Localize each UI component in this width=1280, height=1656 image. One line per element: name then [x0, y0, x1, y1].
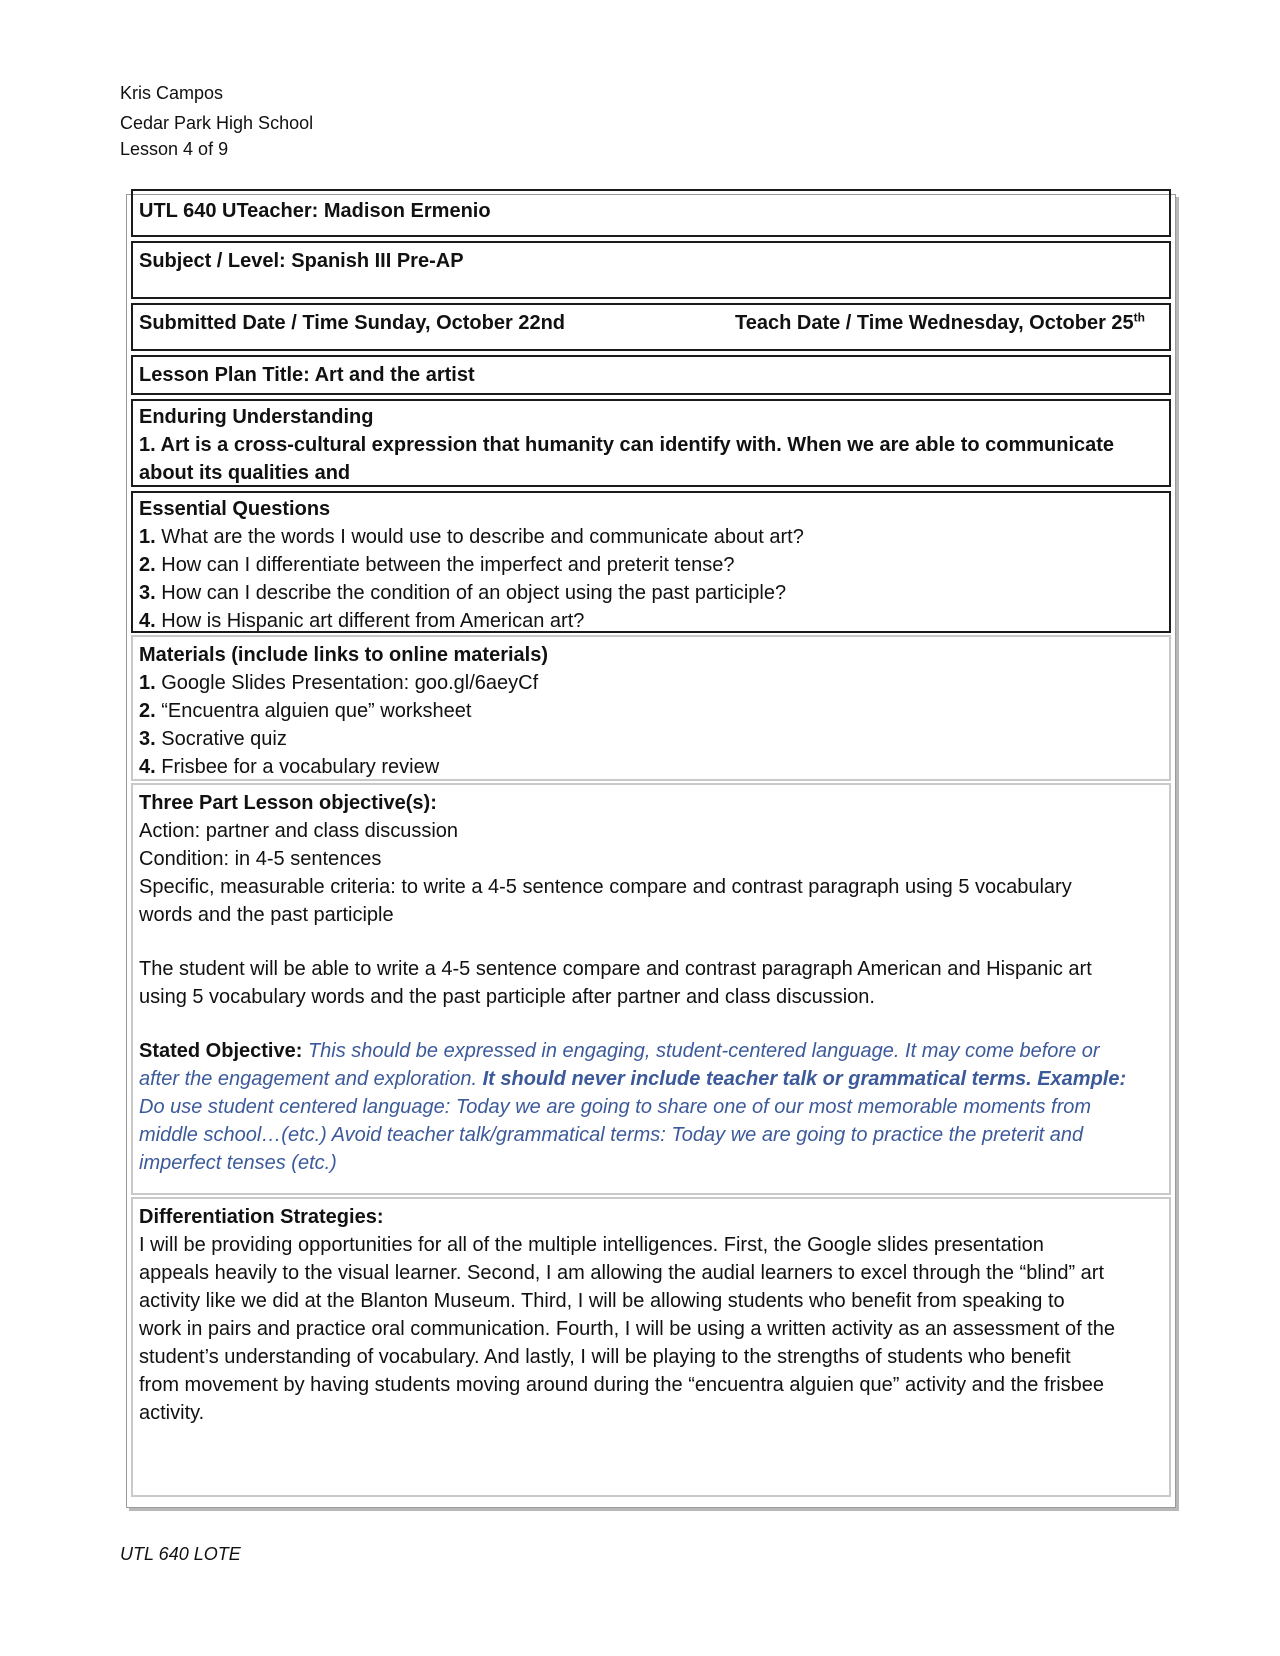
paragraph-line: activity like we did at the Blanton Museum. Third, I will be allowing students who benefit from speaking to [139, 1290, 1065, 1312]
list-item: 1. Google Slides Presentation: goo.gl/6aeyCf [139, 672, 539, 694]
essential-questions-row [131, 491, 1171, 633]
paragraph-line: activity. [139, 1402, 205, 1424]
objective-criteria: Specific, measurable criteria: to write a 4-5 sentence compare and contrast paragraph using 5 vocabulary [139, 876, 1072, 898]
materials-heading: Materials (include links to online materials) [139, 644, 548, 666]
teach-date: Teach Date / Time Wednesday, October 25th [735, 310, 1145, 334]
list-item: 4. Frisbee for a vocabulary review [139, 756, 440, 778]
page-footer: UTL 640 LOTE [120, 1544, 241, 1564]
paragraph-line: student’s understanding of vocabulary. And lastly, I will be playing to the strengths of students who benefit [139, 1346, 1071, 1368]
materials-row [131, 635, 1171, 781]
author-name: Kris Campos [120, 83, 224, 103]
list-item: 3. Socrative quiz [139, 728, 287, 750]
list-item: 2. “Encuentra alguien que” worksheet [139, 700, 472, 722]
enduring-text-2: about its qualities and [139, 462, 351, 484]
objective-condition: Condition: in 4-5 sentences [139, 848, 382, 870]
uteacher-row: UTL 640 UTeacher: Madison Ermenio [131, 189, 1171, 237]
objectives-heading: Three Part Lesson objective(s): [139, 792, 437, 814]
swbat-statement: The student will be able to write a 4-5 sentence compare and contrast paragraph American and Hispanic art [139, 958, 1092, 980]
subject-row: Subject / Level: Spanish III Pre-AP [131, 241, 1171, 299]
enduring-understanding-row [131, 399, 1171, 487]
list-item: 1. What are the words I would use to describe and communicate about art? [139, 526, 804, 548]
dates-row [131, 303, 1171, 351]
stated-objective: Stated Objective: This should be expressed in engaging, student-centered language. It may come before or [139, 1040, 1100, 1062]
school-name: Cedar Park High School [120, 113, 314, 133]
list-item: 2. How can I differentiate between the imperfect and preterit tense? [139, 554, 735, 576]
list-item: 4. How is Hispanic art different from American art? [139, 610, 585, 632]
swbat-statement-cont: using 5 vocabulary words and the past participle after partner and class discussion. [139, 986, 875, 1008]
stated-objective-label: Stated Objective: [139, 1040, 303, 1062]
objective-criteria-cont: words and the past participle [139, 904, 394, 926]
paragraph-line: I will be providing opportunities for all of the multiple intelligences. First, the Google slides presentation [139, 1234, 1044, 1256]
paragraph-line: work in pairs and practice oral communication. Fourth, I will be using a written activity as an assessment of the [139, 1318, 1115, 1340]
differentiation-heading: Differentiation Strategies: [139, 1206, 384, 1228]
enduring-text-1: 1. Art is a cross-cultural expression that humanity can identify with. When we are able to communicate [139, 434, 1115, 456]
paragraph-line: appeals heavily to the visual learner. Second, I am allowing the audial learners to excel through the “blind” art [139, 1262, 1105, 1284]
paragraph-line: from movement by having students moving around during the “encuentra alguien que” activity and the frisbee [139, 1374, 1104, 1396]
objectives-row: Three Part Lesson objective(s): Action: partner and class discussion Condition: in 4-5 sentences Specific, measurable criteria: to write a 4-5 sentence compare and contrast paragraph using 5 vocabulary words and the past participle The student will be able to write a 4-5 sentence compare and contrast paragraph American and Hispanic art using 5 vocabulary words and the past participle after partner and class discussion. Stated Objective: This should be expressed in engaging, student-centered language. It may come before or after the engagement and exploration. It should never include teacher talk or grammatical terms. Example: Do use student centered language: Today we are going to share one of our most memorable moments from middle school…(etc.) Avoid teacher talk/grammatical terms: Today we are going to practice the preterit and imperfect tenses (etc.) [131, 783, 1171, 1195]
lesson-plan-table [126, 194, 1176, 1508]
lesson-number: Lesson 4 of 9 [120, 139, 229, 159]
document-header [120, 80, 313, 162]
lesson-title-row: Lesson Plan Title: Art and the artist [131, 355, 1171, 395]
differentiation-row [131, 1197, 1171, 1497]
submitted-date: Submitted Date / Time Sunday, October 22nd [139, 312, 566, 334]
objective-action: Action: partner and class discussion [139, 820, 459, 842]
essential-heading: Essential Questions [139, 498, 331, 520]
enduring-heading: Enduring Understanding [139, 406, 374, 428]
list-item: 3. How can I describe the condition of an object using the past participle? [139, 582, 787, 604]
